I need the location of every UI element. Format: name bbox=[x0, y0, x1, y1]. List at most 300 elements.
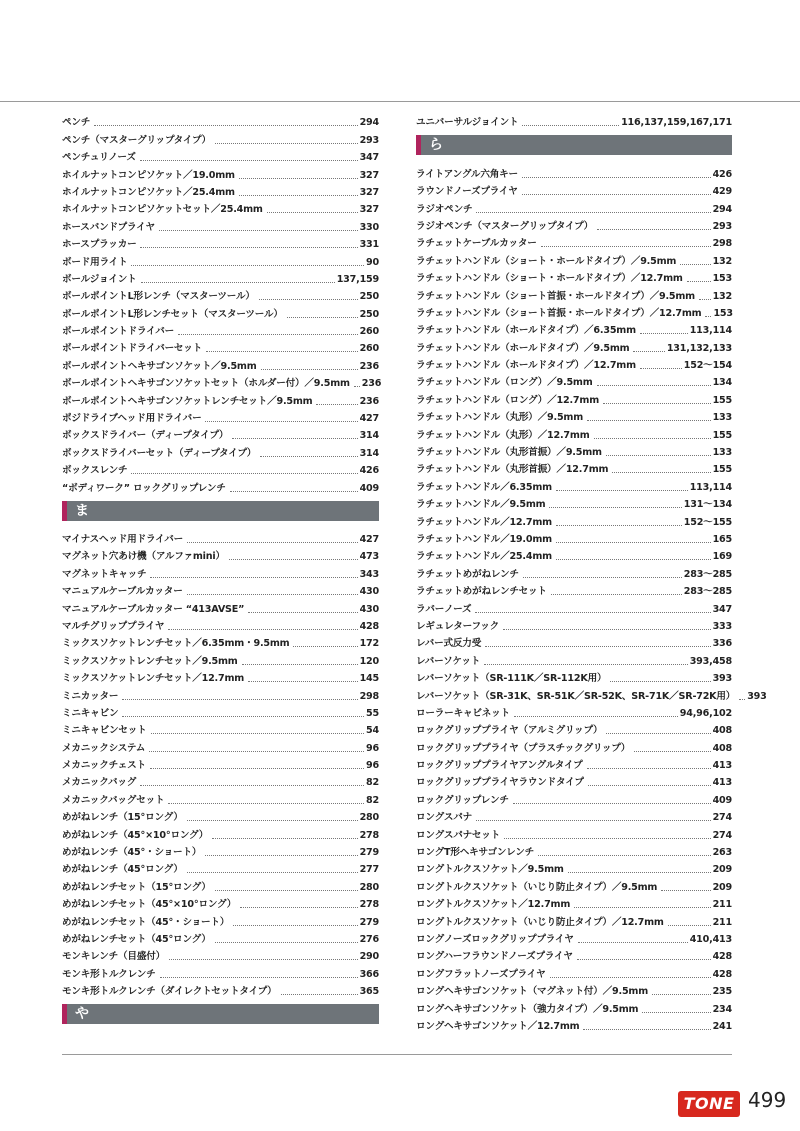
entry-name: ミックスソケットレンチセット／6.35mm・9.5mm bbox=[62, 638, 290, 650]
entry-name: ロングヘキサゴンソケット／12.7mm bbox=[416, 1020, 580, 1032]
index-entry bbox=[416, 703, 732, 720]
entry-name: ラチェットハンドル／19.0mm bbox=[416, 533, 552, 545]
entry-page: 294 bbox=[359, 117, 379, 129]
entry-page: 365 bbox=[359, 986, 379, 998]
entry-name: ロングフラットノーズプライヤ bbox=[416, 968, 546, 980]
entry-page: 169 bbox=[712, 551, 732, 563]
index-entry bbox=[416, 650, 732, 667]
index-entry bbox=[62, 633, 379, 650]
entry-page: 408 bbox=[712, 725, 732, 737]
entry-name: ロングヘキサゴンソケット（マグネット付）／9.5mm bbox=[416, 986, 649, 998]
index-entry bbox=[416, 407, 732, 424]
dot-leader bbox=[538, 855, 711, 856]
dot-leader bbox=[680, 264, 710, 265]
index-entry bbox=[62, 129, 379, 146]
entry-page: 283～285 bbox=[683, 586, 732, 598]
section-header: ま bbox=[62, 501, 379, 521]
entry-name: ロングノーズロックグリッププライヤ bbox=[416, 933, 574, 945]
entry-page: 366 bbox=[359, 968, 379, 980]
entry-name: ラチェットハンドル（ロング）／9.5mm bbox=[416, 377, 593, 389]
dot-leader bbox=[705, 316, 711, 317]
index-entry bbox=[416, 911, 732, 928]
entry-page: 96 bbox=[366, 742, 379, 754]
index-entry bbox=[62, 338, 379, 355]
index-entry bbox=[416, 563, 732, 580]
entry-page: 131～134 bbox=[683, 499, 732, 511]
index-entry bbox=[416, 616, 732, 633]
entry-page: 211 bbox=[712, 899, 732, 911]
dot-leader bbox=[168, 803, 364, 804]
index-entry bbox=[62, 772, 379, 789]
entry-name: ラチェットハンドル（ショート首振・ホールドタイプ）／12.7mm bbox=[416, 307, 702, 319]
entry-name: メカニックシステム bbox=[62, 742, 146, 754]
index-entry bbox=[416, 998, 732, 1015]
index-entry bbox=[62, 147, 379, 164]
entry-name: ロングヘキサゴンソケット（強力タイプ）／9.5mm bbox=[416, 1003, 639, 1015]
index-entry bbox=[62, 807, 379, 824]
entry-name: ローラーキャビネット bbox=[416, 707, 510, 719]
entry-page: 347 bbox=[359, 152, 379, 164]
index-entry bbox=[416, 581, 732, 598]
index-entry bbox=[416, 894, 732, 911]
entry-name: ラチェットハンドル（丸形首振）／9.5mm bbox=[416, 447, 602, 459]
dot-leader bbox=[633, 351, 664, 352]
entry-name: ロックグリッププライヤ（アルミグリップ） bbox=[416, 725, 603, 737]
index-entry bbox=[416, 981, 732, 998]
dot-leader bbox=[475, 612, 710, 613]
dot-leader bbox=[240, 907, 357, 908]
dot-leader bbox=[316, 404, 357, 405]
entry-page: 96 bbox=[366, 760, 379, 772]
dot-leader bbox=[556, 525, 682, 526]
entry-name: メカニックバッグセット bbox=[62, 794, 165, 806]
dot-leader bbox=[640, 333, 688, 334]
dot-leader bbox=[612, 472, 710, 473]
index-entry bbox=[62, 373, 382, 390]
dot-leader bbox=[159, 230, 358, 231]
dot-leader bbox=[485, 646, 710, 647]
entry-page: 120 bbox=[359, 655, 379, 667]
index-entry bbox=[62, 442, 379, 459]
entry-name: ペンチ（マスターグリップタイプ） bbox=[62, 134, 211, 146]
entry-page: 293 bbox=[712, 220, 732, 232]
dot-leader bbox=[281, 994, 358, 995]
dot-leader bbox=[522, 194, 711, 195]
entry-name: ミニカッター bbox=[62, 690, 119, 702]
entry-name: ホースプラッカー bbox=[62, 239, 137, 251]
index-entry bbox=[62, 755, 379, 772]
entry-page: 235 bbox=[712, 986, 732, 998]
entry-name: レバーソケット bbox=[416, 655, 481, 667]
entry-name: ラジオペンチ（マスターグリップタイプ） bbox=[416, 220, 594, 232]
entry-page: 137,159 bbox=[336, 273, 379, 285]
dot-leader bbox=[514, 716, 678, 717]
index-entry bbox=[62, 182, 379, 199]
entry-name: めがねレンチ（15°ロング） bbox=[62, 812, 183, 824]
entry-page: 428 bbox=[712, 968, 732, 980]
dot-leader bbox=[169, 959, 358, 960]
dot-leader bbox=[287, 317, 358, 318]
dot-leader bbox=[260, 456, 357, 457]
entry-name: ロックグリッププライヤアングルタイプ bbox=[416, 760, 583, 772]
entry-page: 430 bbox=[359, 603, 379, 615]
dot-leader bbox=[178, 334, 358, 335]
entry-name: ロングハーフラウンドノーズプライヤ bbox=[416, 951, 573, 963]
entry-page: 327 bbox=[359, 204, 379, 216]
entry-name: ホイルナットコンピソケットセット／25.4mm bbox=[62, 204, 263, 216]
index-entry bbox=[416, 494, 732, 511]
entry-page: 393 bbox=[712, 673, 732, 685]
entry-name: ボールポイントL形レンチ（マスターツール） bbox=[62, 291, 255, 303]
entry-name: ラチェットハンドル（丸形）／12.7mm bbox=[416, 429, 590, 441]
entry-page: 429 bbox=[712, 186, 732, 198]
entry-page: 134 bbox=[712, 377, 732, 389]
index-entry bbox=[416, 737, 732, 754]
dot-leader bbox=[588, 785, 711, 786]
dot-leader bbox=[187, 594, 358, 595]
entry-page: 283～285 bbox=[683, 568, 732, 580]
dot-leader bbox=[233, 925, 357, 926]
entry-page: 409 bbox=[712, 794, 732, 806]
dot-leader bbox=[642, 1012, 710, 1013]
entry-page: 279 bbox=[359, 916, 379, 928]
index-entry bbox=[62, 911, 379, 928]
dot-leader bbox=[597, 385, 711, 386]
entry-page: 298 bbox=[712, 238, 732, 250]
entry-page: 280 bbox=[359, 881, 379, 893]
index-entry bbox=[62, 685, 379, 702]
entry-page: 211 bbox=[712, 916, 732, 928]
dot-leader bbox=[522, 125, 619, 126]
index-entry bbox=[416, 372, 732, 389]
index-entry bbox=[62, 894, 379, 911]
index-entry bbox=[416, 946, 732, 963]
dot-leader bbox=[242, 664, 358, 665]
entry-name: ラチェットめがねレンチ bbox=[416, 568, 519, 580]
index-entry bbox=[416, 320, 732, 337]
index-entry bbox=[416, 668, 732, 685]
entry-name: ボールポイントドライバーセット bbox=[62, 343, 203, 355]
index-entry bbox=[416, 233, 732, 250]
entry-name: ラバーノーズ bbox=[416, 603, 472, 615]
dot-leader bbox=[293, 646, 357, 647]
entry-page: 155 bbox=[712, 464, 732, 476]
dot-leader bbox=[187, 872, 358, 873]
entry-name: ラチェットめがねレンチセット bbox=[416, 586, 547, 598]
entry-page: 209 bbox=[712, 864, 732, 876]
index-entry bbox=[416, 824, 732, 841]
index-entry bbox=[416, 198, 732, 215]
entry-name: ラチェットハンドル（ショート首振・ホールドタイプ）／9.5mm bbox=[416, 290, 695, 302]
entry-page: 430 bbox=[359, 586, 379, 598]
entry-page: 293 bbox=[359, 134, 379, 146]
entry-name: ボックスドライバーセット（ディープタイプ） bbox=[62, 447, 257, 459]
entry-page: 132 bbox=[712, 290, 732, 302]
entry-page: 234 bbox=[712, 1003, 732, 1015]
entry-page: 473 bbox=[359, 551, 379, 563]
dot-leader bbox=[603, 403, 711, 404]
index-entry bbox=[62, 164, 379, 181]
dot-leader bbox=[131, 265, 364, 266]
entry-name: ボールポイントヘキサゴンソケットセット（ホルダー付）／9.5mm bbox=[62, 378, 350, 390]
dot-leader bbox=[556, 490, 688, 491]
section-header: や bbox=[62, 1004, 379, 1024]
dot-leader bbox=[587, 768, 711, 769]
entry-page: 426 bbox=[712, 168, 732, 180]
index-entry bbox=[62, 460, 379, 477]
entry-page: 236 bbox=[359, 360, 379, 372]
entry-name: ラチェットハンドル（ショート・ホールドタイプ）／9.5mm bbox=[416, 255, 677, 267]
dot-leader bbox=[122, 699, 357, 700]
entry-page: 393,458 bbox=[689, 655, 732, 667]
index-entry bbox=[62, 199, 379, 216]
index-entry bbox=[416, 337, 732, 354]
dot-leader bbox=[610, 681, 710, 682]
entry-page: 409 bbox=[359, 482, 379, 494]
entry-page: 236 bbox=[359, 395, 379, 407]
dot-leader bbox=[354, 386, 360, 387]
entry-name: ロングトルクスソケット／12.7mm bbox=[416, 899, 571, 911]
entry-page: 145 bbox=[359, 673, 379, 685]
dot-leader bbox=[248, 612, 357, 613]
dot-leader bbox=[140, 785, 364, 786]
entry-name: めがねレンチセット（45°・ショート） bbox=[62, 916, 230, 928]
index-entry bbox=[62, 425, 379, 442]
entry-name: ラチェットハンドル（丸形首振）／12.7mm bbox=[416, 464, 609, 476]
index-entry bbox=[62, 563, 379, 580]
dot-leader bbox=[187, 820, 358, 821]
dot-leader bbox=[587, 420, 711, 421]
index-entry bbox=[416, 755, 732, 772]
entry-name: ポジドライブヘッド用ドライバー bbox=[62, 413, 202, 425]
entry-page: 82 bbox=[366, 794, 379, 806]
entry-name: ロングトルクスソケット（いじり防止タイプ）／9.5mm bbox=[416, 881, 658, 893]
entry-name: レバーソケット（SR-31K、SR-51K／SR-52K、SR-71K／SR-72K用） bbox=[416, 690, 736, 702]
index-entry bbox=[416, 633, 732, 650]
index-entry bbox=[416, 303, 732, 320]
dot-leader bbox=[476, 820, 710, 821]
index-entry bbox=[62, 112, 379, 129]
index-entry bbox=[62, 321, 379, 338]
index-entry bbox=[62, 876, 379, 893]
dot-leader bbox=[699, 299, 711, 300]
index-entry bbox=[62, 789, 379, 806]
entry-name: レバー式反力受 bbox=[416, 638, 482, 650]
dot-leader bbox=[206, 351, 358, 352]
entry-page: 426 bbox=[359, 465, 379, 477]
dot-leader bbox=[606, 733, 710, 734]
entry-name: ラチェットハンドル／12.7mm bbox=[416, 516, 552, 528]
entry-name: ラチェットハンドル／9.5mm bbox=[416, 499, 546, 511]
dot-leader bbox=[484, 664, 688, 665]
entry-page: 279 bbox=[359, 847, 379, 859]
index-entry bbox=[416, 529, 732, 546]
entry-page: 330 bbox=[359, 221, 379, 233]
index-entry bbox=[416, 112, 732, 129]
dot-leader bbox=[187, 542, 358, 543]
index-entry bbox=[416, 285, 732, 302]
entry-name: めがねレンチ（45°×10°ロング） bbox=[62, 829, 209, 841]
entry-page: 54 bbox=[366, 725, 379, 737]
index-entry bbox=[416, 685, 767, 702]
bottom-rule bbox=[62, 1054, 732, 1055]
entry-page: 277 bbox=[359, 864, 379, 876]
entry-name: マルチグリッププライヤ bbox=[62, 620, 165, 632]
entry-name: ラチェットハンドル（ロング）／12.7mm bbox=[416, 394, 599, 406]
dot-leader bbox=[267, 212, 358, 213]
entry-page: 133 bbox=[712, 412, 732, 424]
entry-page: 263 bbox=[712, 847, 732, 859]
entry-name: ラチェットケーブルカッター bbox=[416, 238, 537, 250]
entry-name: ロングトルクスソケット／9.5mm bbox=[416, 864, 564, 876]
entry-name: ラチェットハンドル／6.35mm bbox=[416, 481, 552, 493]
entry-page: 152～154 bbox=[683, 360, 732, 372]
entry-page: 298 bbox=[359, 690, 379, 702]
index-entry bbox=[416, 163, 732, 180]
entry-name: ロングスパナセット bbox=[416, 829, 501, 841]
entry-page: 131,132,133 bbox=[666, 342, 732, 354]
index-entry bbox=[62, 824, 379, 841]
index-entry bbox=[416, 355, 732, 372]
entry-name: ロングスパナ bbox=[416, 812, 473, 824]
entry-name: ミニキャビンセット bbox=[62, 725, 147, 737]
dot-leader bbox=[578, 942, 688, 943]
dot-leader bbox=[205, 421, 357, 422]
entry-page: 347 bbox=[712, 603, 732, 615]
entry-name: ラチェットハンドル（丸形）／9.5mm bbox=[416, 412, 584, 424]
entry-page: 428 bbox=[359, 620, 379, 632]
dot-leader bbox=[523, 577, 682, 578]
entry-name: ボールポイントヘキサゴンソケット／9.5mm bbox=[62, 360, 257, 372]
entry-page: 113,114 bbox=[689, 325, 732, 337]
index-entry bbox=[62, 703, 379, 720]
dot-leader bbox=[215, 890, 358, 891]
dot-leader bbox=[577, 959, 711, 960]
dot-leader bbox=[230, 491, 358, 492]
entry-page: 250 bbox=[359, 308, 379, 320]
entry-name: モンキ形トルクレンチ（ダイレクトセットタイプ） bbox=[62, 986, 277, 998]
index-entry bbox=[62, 286, 379, 303]
index-entry bbox=[416, 963, 732, 980]
entry-name: “ボディワーク” ロックグリップレンチ bbox=[62, 482, 226, 494]
index-entry bbox=[416, 442, 732, 459]
dot-leader bbox=[261, 369, 358, 370]
entry-page: 260 bbox=[359, 326, 379, 338]
entry-page: 427 bbox=[359, 413, 379, 425]
dot-leader bbox=[140, 160, 358, 161]
entry-name: ロングT形ヘキサゴンレンチ bbox=[416, 847, 535, 859]
entry-page: 290 bbox=[359, 951, 379, 963]
entry-name: ボールポイントヘキサゴンソケットレンチセット／9.5mm bbox=[62, 395, 313, 407]
entry-page: 314 bbox=[359, 430, 379, 442]
entry-name: ロックグリッププライヤ（プラスチックグリップ） bbox=[416, 742, 631, 754]
entry-name: レバーソケット（SR-111K／SR-112K用） bbox=[416, 673, 607, 685]
entry-name: ボールジョイント bbox=[62, 273, 137, 285]
entry-name: マイナスヘッド用ドライバー bbox=[62, 533, 184, 545]
entry-name: ペンチュリノーズ bbox=[62, 152, 136, 164]
entry-name: ラチェットハンドル（ホールドタイプ）／12.7mm bbox=[416, 360, 636, 372]
entry-page: 94,96,102 bbox=[679, 707, 732, 719]
index-entry bbox=[416, 389, 732, 406]
index-entry bbox=[62, 546, 379, 563]
dot-leader bbox=[583, 1029, 710, 1030]
page-number: 499 bbox=[748, 1088, 787, 1112]
dot-leader bbox=[597, 229, 711, 230]
dot-leader bbox=[151, 733, 365, 734]
index-entry bbox=[62, 390, 379, 407]
dot-leader bbox=[661, 890, 710, 891]
entry-name: めがねレンチ（45°ロング） bbox=[62, 864, 183, 876]
entry-page: 133 bbox=[712, 447, 732, 459]
entry-name: ボックスドライバー（ディープタイプ） bbox=[62, 430, 229, 442]
dot-leader bbox=[541, 246, 711, 247]
entry-page: 393 bbox=[747, 690, 767, 702]
index-entry bbox=[62, 737, 379, 754]
entry-name: レギュレターフック bbox=[416, 620, 500, 632]
dot-leader bbox=[239, 178, 358, 179]
dot-leader bbox=[160, 977, 358, 978]
index-entry bbox=[416, 268, 732, 285]
entry-page: 260 bbox=[359, 343, 379, 355]
entry-name: めがねレンチセット（15°ロング） bbox=[62, 881, 211, 893]
dot-leader bbox=[141, 282, 335, 283]
dot-leader bbox=[232, 438, 357, 439]
entry-page: 276 bbox=[359, 933, 379, 945]
dot-leader bbox=[522, 177, 711, 178]
dot-leader bbox=[504, 838, 710, 839]
entry-name: メカニックバッグ bbox=[62, 777, 137, 789]
entry-name: ボックスレンチ bbox=[62, 465, 128, 477]
entry-page: 327 bbox=[359, 186, 379, 198]
dot-leader bbox=[248, 681, 357, 682]
dot-leader bbox=[215, 143, 358, 144]
dot-leader bbox=[229, 559, 358, 560]
entry-name: ラチェットハンドル（ショート・ホールドタイプ）／12.7mm bbox=[416, 273, 683, 285]
entry-page: 153 bbox=[712, 273, 732, 285]
dot-leader bbox=[150, 768, 364, 769]
dot-leader bbox=[640, 368, 682, 369]
index-entry bbox=[62, 963, 379, 980]
index-entry bbox=[62, 946, 379, 963]
entry-page: 294 bbox=[712, 203, 732, 215]
tone-logo: TONE bbox=[678, 1091, 740, 1117]
dot-leader bbox=[476, 212, 710, 213]
dot-leader bbox=[568, 872, 711, 873]
entry-page: 336 bbox=[712, 638, 732, 650]
index-entry bbox=[62, 303, 379, 320]
dot-leader bbox=[212, 838, 357, 839]
dot-leader bbox=[168, 629, 357, 630]
entry-page: 408 bbox=[712, 742, 732, 754]
dot-leader bbox=[131, 473, 357, 474]
entry-page: 278 bbox=[359, 829, 379, 841]
entry-name: メカニックチェスト bbox=[62, 760, 146, 772]
index-entry bbox=[62, 408, 379, 425]
entry-page: 274 bbox=[712, 829, 732, 841]
dot-leader bbox=[556, 542, 711, 543]
dot-leader bbox=[205, 855, 357, 856]
entry-name: ミックスソケットレンチセット／9.5mm bbox=[62, 655, 238, 667]
index-entry bbox=[416, 181, 732, 198]
dot-leader bbox=[149, 751, 364, 752]
index-entry bbox=[416, 546, 732, 563]
index-entry bbox=[416, 250, 732, 267]
index-entry bbox=[416, 720, 732, 737]
entry-name: ホイルナットコンピソケット／25.4mm bbox=[62, 186, 235, 198]
dot-leader bbox=[503, 629, 711, 630]
entry-name: ラウンドノーズプライヤ bbox=[416, 186, 518, 198]
index-entry bbox=[62, 216, 379, 233]
